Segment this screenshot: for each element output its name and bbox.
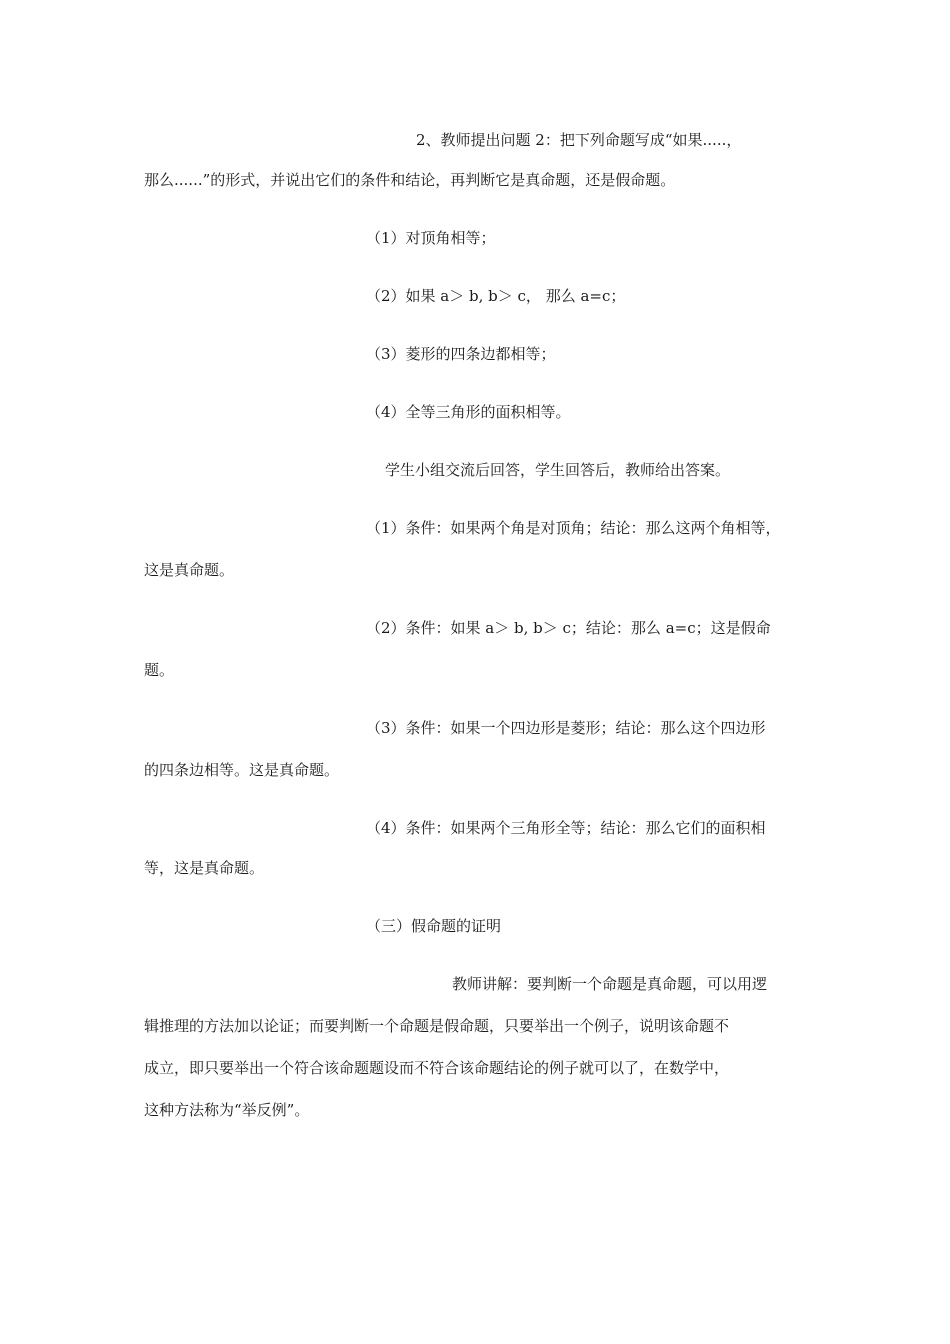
student-response: 学生小组交流后回答，学生回答后，教师给出答案。	[385, 461, 731, 479]
question-2-intro-line-2: 那么......”的形式，并说出它们的条件和结论，再判断它是真命题，还是假命题。	[144, 171, 676, 189]
answer-4-line-2: 等，这是真命题。	[144, 859, 265, 877]
answer-4-line-1: （4）条件：如果两个三角形全等；结论：那么它们的面积相	[366, 819, 766, 837]
proposition-3: （3）菱形的四条边都相等；	[366, 345, 556, 363]
question-2-intro-line-1: 2、教师提出问题 2：把下列命题写成“如果.....，	[416, 131, 742, 149]
teacher-explanation-line-4: 这种方法称为“举反例”。	[144, 1101, 310, 1119]
answer-1-line-2: 这是真命题。	[144, 561, 235, 579]
answer-1-line-1: （1）条件：如果两个角是对顶角；结论：那么这两个角相等，	[366, 519, 781, 537]
teacher-explanation-line-2: 辑推理的方法加以论证；而要判断一个命题是假命题，只要举出一个例子，说明该命题不	[144, 1017, 730, 1035]
teacher-explanation-line-1: 教师讲解：要判断一个命题是真命题，可以用逻	[452, 975, 768, 993]
answer-3-line-1: （3）条件：如果一个四边形是菱形；结论：那么这个四边形	[366, 719, 766, 737]
teacher-explanation-line-3: 成立，即只要举出一个符合该命题题设而不符合该命题结论的例子就可以了，在数学中，	[144, 1059, 730, 1077]
proposition-1: （1）对顶角相等；	[366, 229, 496, 247]
answer-3-line-2: 的四条边相等。这是真命题。	[144, 761, 340, 779]
section-heading: （三）假命题的证明	[366, 917, 502, 935]
proposition-4: （4）全等三角形的面积相等。	[366, 403, 571, 421]
answer-2-line-2: 题。	[144, 661, 175, 679]
answer-2-line-1: （2）条件：如果 a＞ b, b＞ c；结论：那么 a=c；这是假命	[366, 619, 771, 637]
proposition-2: （2）如果 a＞ b, b＞ c， 那么 a=c；	[366, 287, 626, 305]
